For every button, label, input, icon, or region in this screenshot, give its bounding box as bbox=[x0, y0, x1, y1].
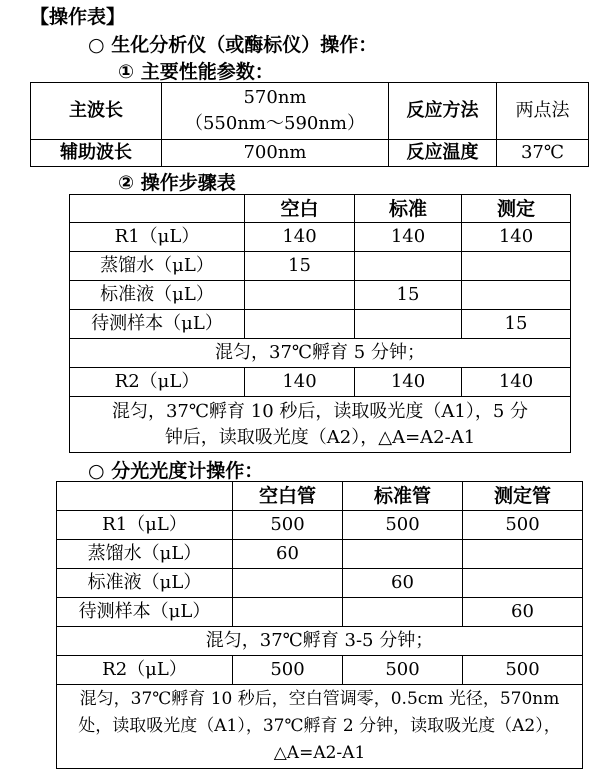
table-row-label: R2（μL） bbox=[57, 656, 233, 685]
table-cell bbox=[355, 252, 462, 281]
table-cell: 140 bbox=[245, 223, 355, 252]
table-cell bbox=[463, 540, 583, 569]
reaction-method-label: 反应方法 bbox=[389, 83, 497, 140]
params-table bbox=[30, 82, 589, 167]
main-wavelength-value-line2: （550nm～590nm） bbox=[184, 113, 366, 134]
section-title: 【操作表】 bbox=[30, 6, 126, 28]
header-cell bbox=[70, 195, 245, 223]
header-standard: 标准 bbox=[355, 195, 462, 223]
steps-table-spectrophotometer bbox=[56, 481, 583, 769]
reading-note-line3: △A=A2-A1 bbox=[273, 743, 366, 763]
reading-note bbox=[70, 397, 571, 453]
table-cell: 60 bbox=[233, 540, 343, 569]
table-row-label: R1（μL） bbox=[57, 511, 233, 540]
steps-table-analyzer bbox=[69, 194, 571, 453]
table-row-label: 蒸馏水（μL） bbox=[70, 252, 245, 281]
header-cell bbox=[57, 482, 233, 511]
aux-wavelength-label: 辅助波长 bbox=[31, 140, 162, 167]
aux-wavelength-value: 700nm bbox=[162, 140, 389, 167]
reading-note-line1: 混匀，37℃孵育 10 秒后，读取吸光度（A1），5 分 bbox=[111, 400, 528, 422]
table-cell: 500 bbox=[463, 511, 583, 540]
main-wavelength-value bbox=[162, 83, 389, 140]
table-cell bbox=[245, 281, 355, 310]
header-test-tube: 测定管 bbox=[463, 482, 583, 511]
table-cell: 500 bbox=[343, 511, 463, 540]
header-blank: 空白 bbox=[245, 195, 355, 223]
table-cell: 140 bbox=[245, 368, 355, 397]
table-cell bbox=[343, 540, 463, 569]
header-test: 测定 bbox=[462, 195, 571, 223]
table-row-label: 待测样本（μL） bbox=[57, 598, 233, 627]
table-row-label: 标准液（μL） bbox=[70, 281, 245, 310]
table-cell: 500 bbox=[233, 656, 343, 685]
table-cell: 140 bbox=[462, 223, 571, 252]
table-cell: 500 bbox=[463, 656, 583, 685]
reading-note bbox=[57, 685, 583, 769]
item-params-title: ① 主要性能参数： bbox=[118, 61, 274, 83]
table-cell: 500 bbox=[343, 656, 463, 685]
reaction-method-value: 两点法 bbox=[497, 83, 589, 140]
reaction-temp-value: 37℃ bbox=[497, 140, 589, 167]
subsection-analyzer-title: ○ 生化分析仪（或酶标仪）操作： bbox=[88, 34, 378, 56]
reaction-temp-label: 反应温度 bbox=[389, 140, 497, 167]
table-cell bbox=[233, 569, 343, 598]
table-cell bbox=[462, 281, 571, 310]
main-wavelength-label: 主波长 bbox=[31, 83, 162, 140]
table-row-label: R1（μL） bbox=[70, 223, 245, 252]
table-cell: 140 bbox=[462, 368, 571, 397]
table-cell: 15 bbox=[245, 252, 355, 281]
table-row-label: R2（μL） bbox=[70, 368, 245, 397]
table-cell bbox=[463, 569, 583, 598]
item-steps-title: ② 操作步骤表 bbox=[118, 172, 236, 194]
table-cell: 15 bbox=[462, 310, 571, 339]
table-row-label: 待测样本（μL） bbox=[70, 310, 245, 339]
table-cell: 500 bbox=[233, 511, 343, 540]
reading-note-line2: 处，读取吸光度（A1），37℃孵育 2 分钟，读取吸光度（A2）， bbox=[78, 716, 561, 736]
table-cell bbox=[245, 310, 355, 339]
table-cell bbox=[343, 598, 463, 627]
table-cell: 15 bbox=[355, 281, 462, 310]
table-row-label: 蒸馏水（μL） bbox=[57, 540, 233, 569]
main-wavelength-value-line1: 570nm bbox=[243, 87, 307, 108]
table-cell bbox=[355, 310, 462, 339]
table-cell: 140 bbox=[355, 368, 462, 397]
table-cell: 60 bbox=[463, 598, 583, 627]
table-row-label: 标准液（μL） bbox=[57, 569, 233, 598]
incubation-note: 混匀，37℃孵育 3-5 分钟； bbox=[57, 627, 583, 656]
subsection-spectro-title: ○ 分光光度计操作： bbox=[88, 460, 264, 482]
table-cell: 60 bbox=[343, 569, 463, 598]
reading-note-line1: 混匀，37℃孵育 10 秒后，空白管调零，0.5cm 光径，570nm bbox=[79, 689, 560, 709]
table-cell: 140 bbox=[355, 223, 462, 252]
reading-note-line2: 钟后，读取吸光度（A2），△A=A2-A1 bbox=[164, 426, 476, 448]
header-blank-tube: 空白管 bbox=[233, 482, 343, 511]
incubation-note: 混匀，37℃孵育 5 分钟； bbox=[70, 339, 571, 368]
header-standard-tube: 标准管 bbox=[343, 482, 463, 511]
table-cell bbox=[233, 598, 343, 627]
table-cell bbox=[462, 252, 571, 281]
